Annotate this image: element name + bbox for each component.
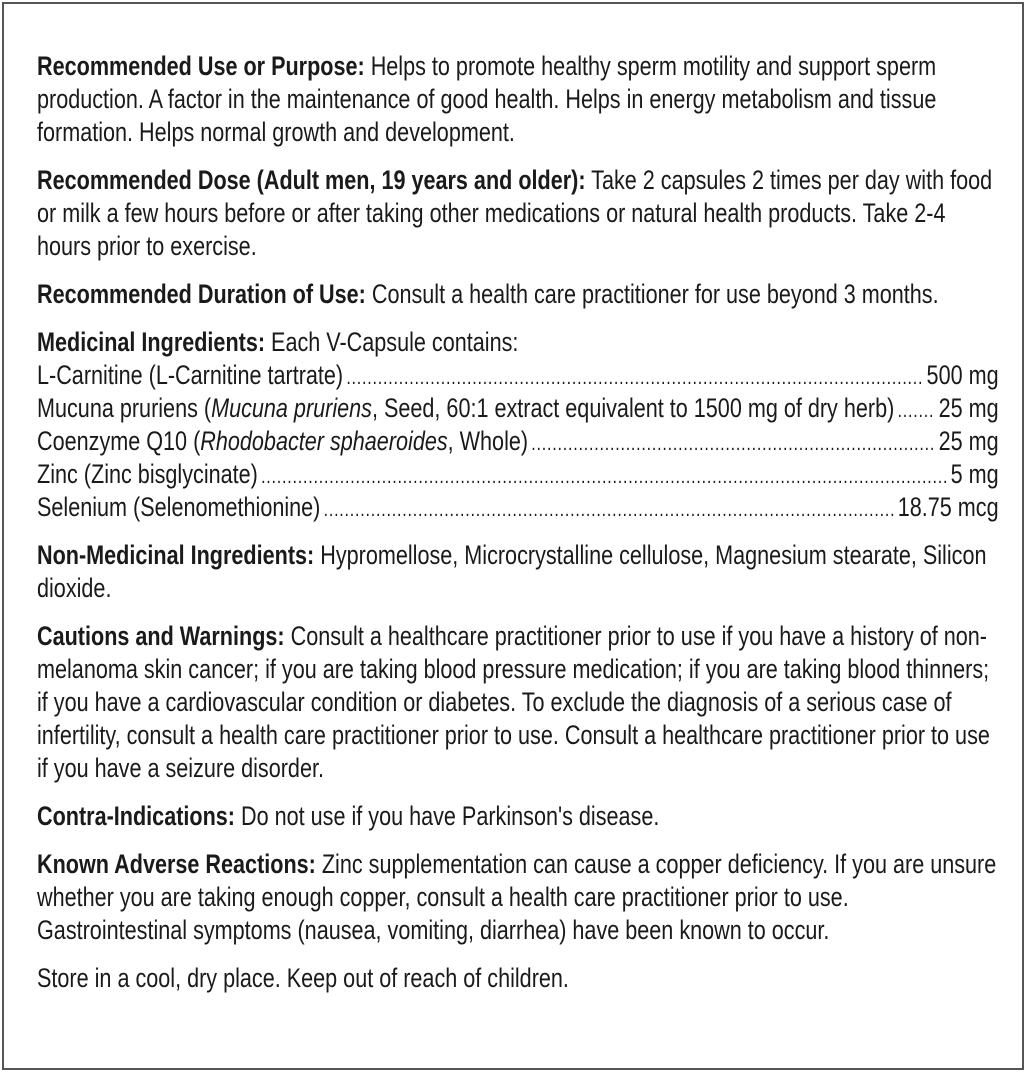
ingredient-row (37, 458, 999, 491)
ingredient-name-text: Mucuna pruriens ( (37, 393, 212, 423)
dot-leader (324, 491, 895, 527)
ingredient-source-italic: Rhodobacter sphaeroides (200, 426, 448, 456)
dot-leader (898, 392, 936, 428)
recommended-duration-heading: Recommended Duration of Use: (37, 279, 366, 309)
ingredient-name-text: Zinc (Zinc bisglycinate) (37, 459, 258, 489)
contra-indications-text: Do not use if you have Parkinson's disease. (235, 801, 660, 831)
recommended-duration-text: Consult a health care practitioner for use beyond 3 months. (365, 279, 939, 309)
recommended-use-heading: Recommended Use or Purpose: (37, 51, 365, 81)
ingredient-row (37, 425, 999, 458)
ingredient-name (37, 458, 258, 491)
cautions-text: Consult a healthcare practitioner prior to use if you have a history of non-melanoma skin cancer; if you are taking blood pressure medication; if you are taking blood thinners; if you have a cardiovascular condition or diabetes. To exclude the diagnosis of a serious case of infertility, consult a health care practitioner prior to use. Consult a healthcare practitioner prior to use if you have a seizure disorder. (37, 621, 990, 783)
non-medicinal-text: Hypromellose, Microcrystalline cellulose, Magnesium stearate, Silicon dioxide. (37, 540, 987, 603)
adverse-reactions-section (37, 848, 999, 947)
label-content (37, 50, 999, 1010)
non-medicinal-section (37, 539, 999, 605)
dot-leader (531, 425, 935, 461)
ingredient-row (37, 392, 999, 425)
dot-leader (261, 458, 947, 494)
ingredient-amount: 25 mg (938, 426, 999, 456)
recommended-duration-section (37, 278, 999, 311)
medicinal-ingredients-text: Each V-Capsule contains: (265, 327, 519, 357)
ingredient-name (37, 491, 320, 524)
ingredient-amount: 25 mg (938, 393, 999, 423)
adverse-reactions-heading: Known Adverse Reactions: (37, 849, 316, 879)
storage-section (37, 962, 999, 995)
recommended-use-text: Helps to promote healthy sperm motility and support sperm production. A factor in the maintenance of good health. Helps in energy metabolism and tissue formation. Helps normal growth and development. (37, 51, 937, 147)
medicinal-ingredients-intro (37, 326, 999, 359)
ingredient-amount: 5 mg (950, 459, 999, 489)
medicinal-ingredients-section (37, 326, 999, 524)
contra-indications-heading: Contra-Indications: (37, 801, 235, 831)
ingredient-amount: 500 mg (926, 360, 999, 390)
ingredient-name (37, 359, 343, 392)
ingredient-name-text: L-Carnitine (L-Carnitine tartrate) (37, 360, 344, 390)
recommended-dose-text: Take 2 capsules 2 times per day with food or milk a few hours before or after taking other medications or natural health products. Take 2-4 hours prior to exercise. (37, 165, 993, 261)
ingredient-amount: 18.75 mcg (897, 492, 999, 522)
ingredient-name-suffix: , Whole) (447, 426, 529, 456)
ingredient-row (37, 359, 999, 392)
contra-indications-section (37, 800, 999, 833)
ingredient-row (37, 491, 999, 524)
ingredient-source-italic: Mucuna pruriens (211, 393, 372, 423)
cautions-heading: Cautions and Warnings: (37, 621, 285, 651)
medicinal-ingredients-heading: Medicinal Ingredients: (37, 327, 266, 357)
dot-leader (346, 359, 923, 395)
label-panel (2, 2, 1024, 1070)
storage-text: Store in a cool, dry place. Keep out of reach of children. (37, 963, 569, 993)
non-medicinal-heading: Non-Medicinal Ingredients: (37, 540, 315, 570)
recommended-dose-section (37, 164, 999, 263)
cautions-section (37, 620, 999, 785)
adverse-reactions-text: Zinc supplementation can cause a copper deficiency. If you are unsure whether you are taking enough copper, consult a health care practitioner prior to use. Gastrointestinal symptoms (nausea, vomiting, diarrhea) have been known to occur. (37, 849, 997, 945)
recommended-use-section (37, 50, 999, 149)
ingredient-name-suffix: , Seed, 60:1 extract equivalent to 1500 mg of dry herb) (371, 393, 895, 423)
ingredient-name (37, 425, 528, 458)
recommended-dose-heading: Recommended Dose (Adult men, 19 years and older): (37, 165, 586, 195)
ingredient-name-text: Selenium (Selenomethionine) (37, 492, 321, 522)
ingredient-name (37, 392, 894, 425)
ingredient-name-text: Coenzyme Q10 ( (37, 426, 201, 456)
